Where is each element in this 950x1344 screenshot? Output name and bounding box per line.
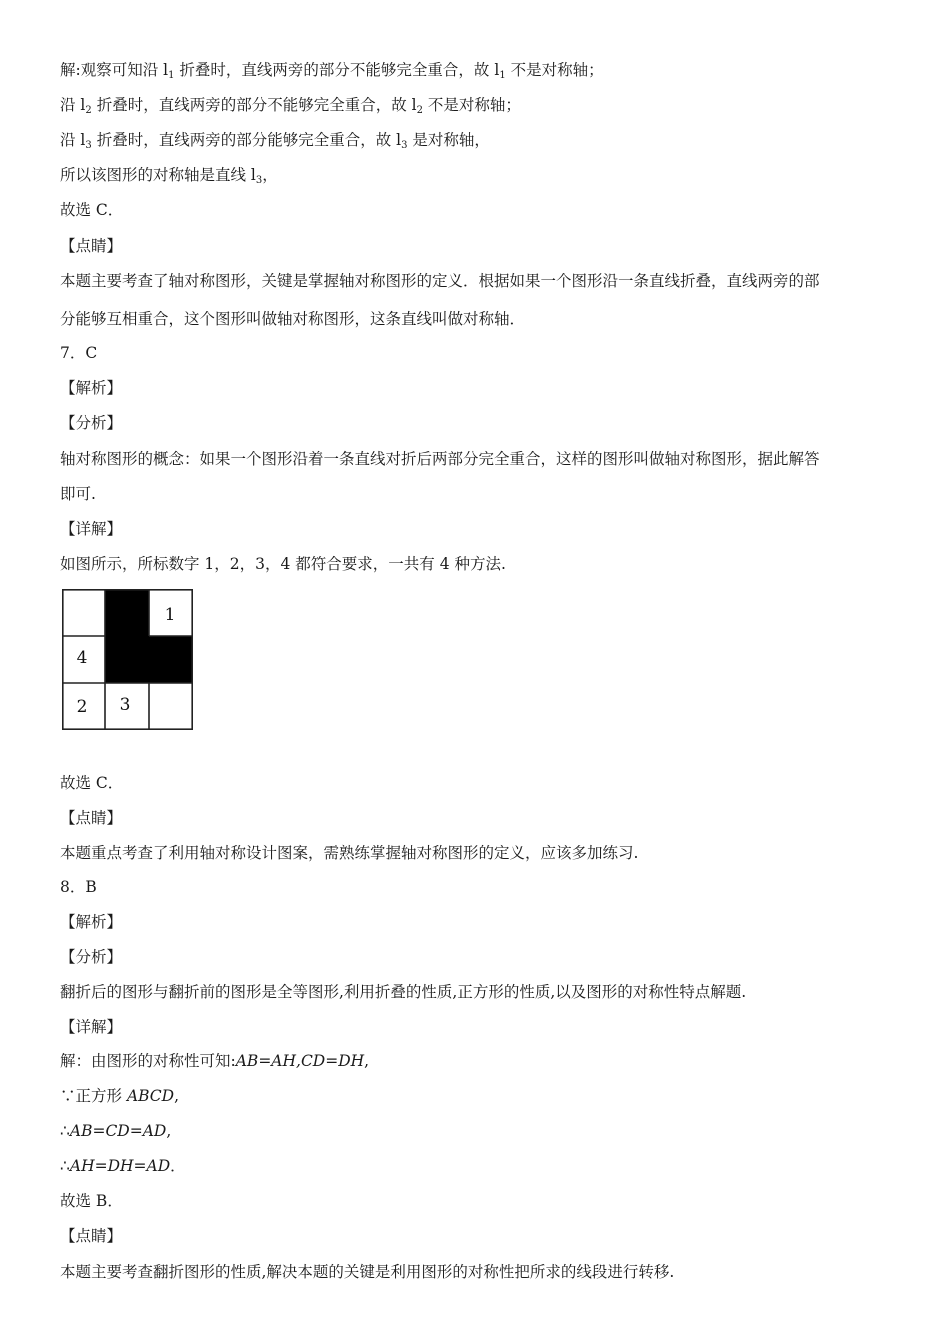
analysis-line-2: 即可. xyxy=(60,485,96,503)
black-cell-top-middle xyxy=(105,589,149,636)
grid-label-2: 2 xyxy=(76,697,88,717)
analysis-8: 翻折后的图形与翻折前的图形是全等图形,利用折叠的性质,正方形的性质,以及图形的对称性特点解题. xyxy=(60,983,747,1001)
grid-label-1: 1 xyxy=(164,605,176,625)
detail-8-line-4: ∴AH=DH=AD． xyxy=(60,1157,186,1175)
detail-line: 如图所示，所标数字 1，2，3，4 都符合要求，一共有 4 种方法. xyxy=(60,555,506,573)
solution-line-3: 沿 $l_3$ 折叠时，直线两旁的部分能够完全重合，故 $l_3$ 是对称轴， xyxy=(60,131,490,151)
answer-choice-7: 故选 C． xyxy=(60,774,124,792)
solution-line-4: 所以该图形的对称轴是直线 $l_3$， xyxy=(60,166,278,186)
note-line-2: 分能够互相重合，这个图形叫做轴对称图形，这条直线叫做对称轴． xyxy=(60,310,526,328)
question-8-header: 8．B xyxy=(60,878,97,896)
grid-label-4: 4 xyxy=(76,648,88,668)
answer-choice-8: 故选 B． xyxy=(60,1192,123,1210)
answer-choice: 故选 C． xyxy=(60,201,124,219)
section-heading-fenxi-8: 【分析】 xyxy=(60,948,123,966)
black-cell-middle-band xyxy=(105,636,192,683)
note-7: 本题重点考查了利用轴对称设计图案，需熟练掌握轴对称图形的定义，应该多加练习. xyxy=(60,844,639,862)
solution-line-1: 解:观察可知沿 $l_1$ 折叠时，直线两旁的部分不能够完全重合，故 $l_1$ 不是对称轴； xyxy=(60,61,604,81)
section-heading-jiexi: 【解析】 xyxy=(60,379,123,397)
section-heading-jiexi-8: 【解析】 xyxy=(60,913,123,931)
section-heading-dianjing-8: 【点睛】 xyxy=(60,1227,123,1245)
note-line-1: 本题主要考查了轴对称图形，关键是掌握轴对称图形的定义．根据如果一个图形沿一条直线折叠，直线两旁的部 xyxy=(60,272,820,290)
section-heading-xiangjie: 【详解】 xyxy=(60,520,123,538)
section-heading-dianjing-7: 【点睛】 xyxy=(60,809,123,827)
section-heading-fenxi: 【分析】 xyxy=(60,414,123,432)
section-heading-xiangjie-8: 【详解】 xyxy=(60,1018,123,1036)
detail-8-line-1: 解：由图形的对称性可知:AB=AH,CD=DH, xyxy=(60,1052,370,1070)
detail-8-line-2: ∵正方形 ABCD, xyxy=(60,1087,180,1105)
detail-8-line-3: ∴AB=CD=AD, xyxy=(60,1122,172,1140)
section-heading-dianjing: 【点睛】 xyxy=(60,237,123,255)
analysis-line-1: 轴对称图形的概念：如果一个图形沿着一条直线对折后两部分完全重合，这样的图形叫做轴对称图形，据此解答 xyxy=(60,450,820,468)
question-7-header: 7．C xyxy=(60,344,98,362)
grid-figure xyxy=(62,589,193,730)
grid-svg xyxy=(62,589,193,730)
grid-label-3: 3 xyxy=(119,695,131,715)
solution-line-2: 沿 $l_2$ 折叠时，直线两旁的部分不能够完全重合，故 $l_2$ 不是对称轴； xyxy=(60,96,521,116)
note-8: 本题主要考查翻折图形的性质,解决本题的关键是利用图形的对称性把所求的线段进行转移. xyxy=(60,1263,675,1281)
